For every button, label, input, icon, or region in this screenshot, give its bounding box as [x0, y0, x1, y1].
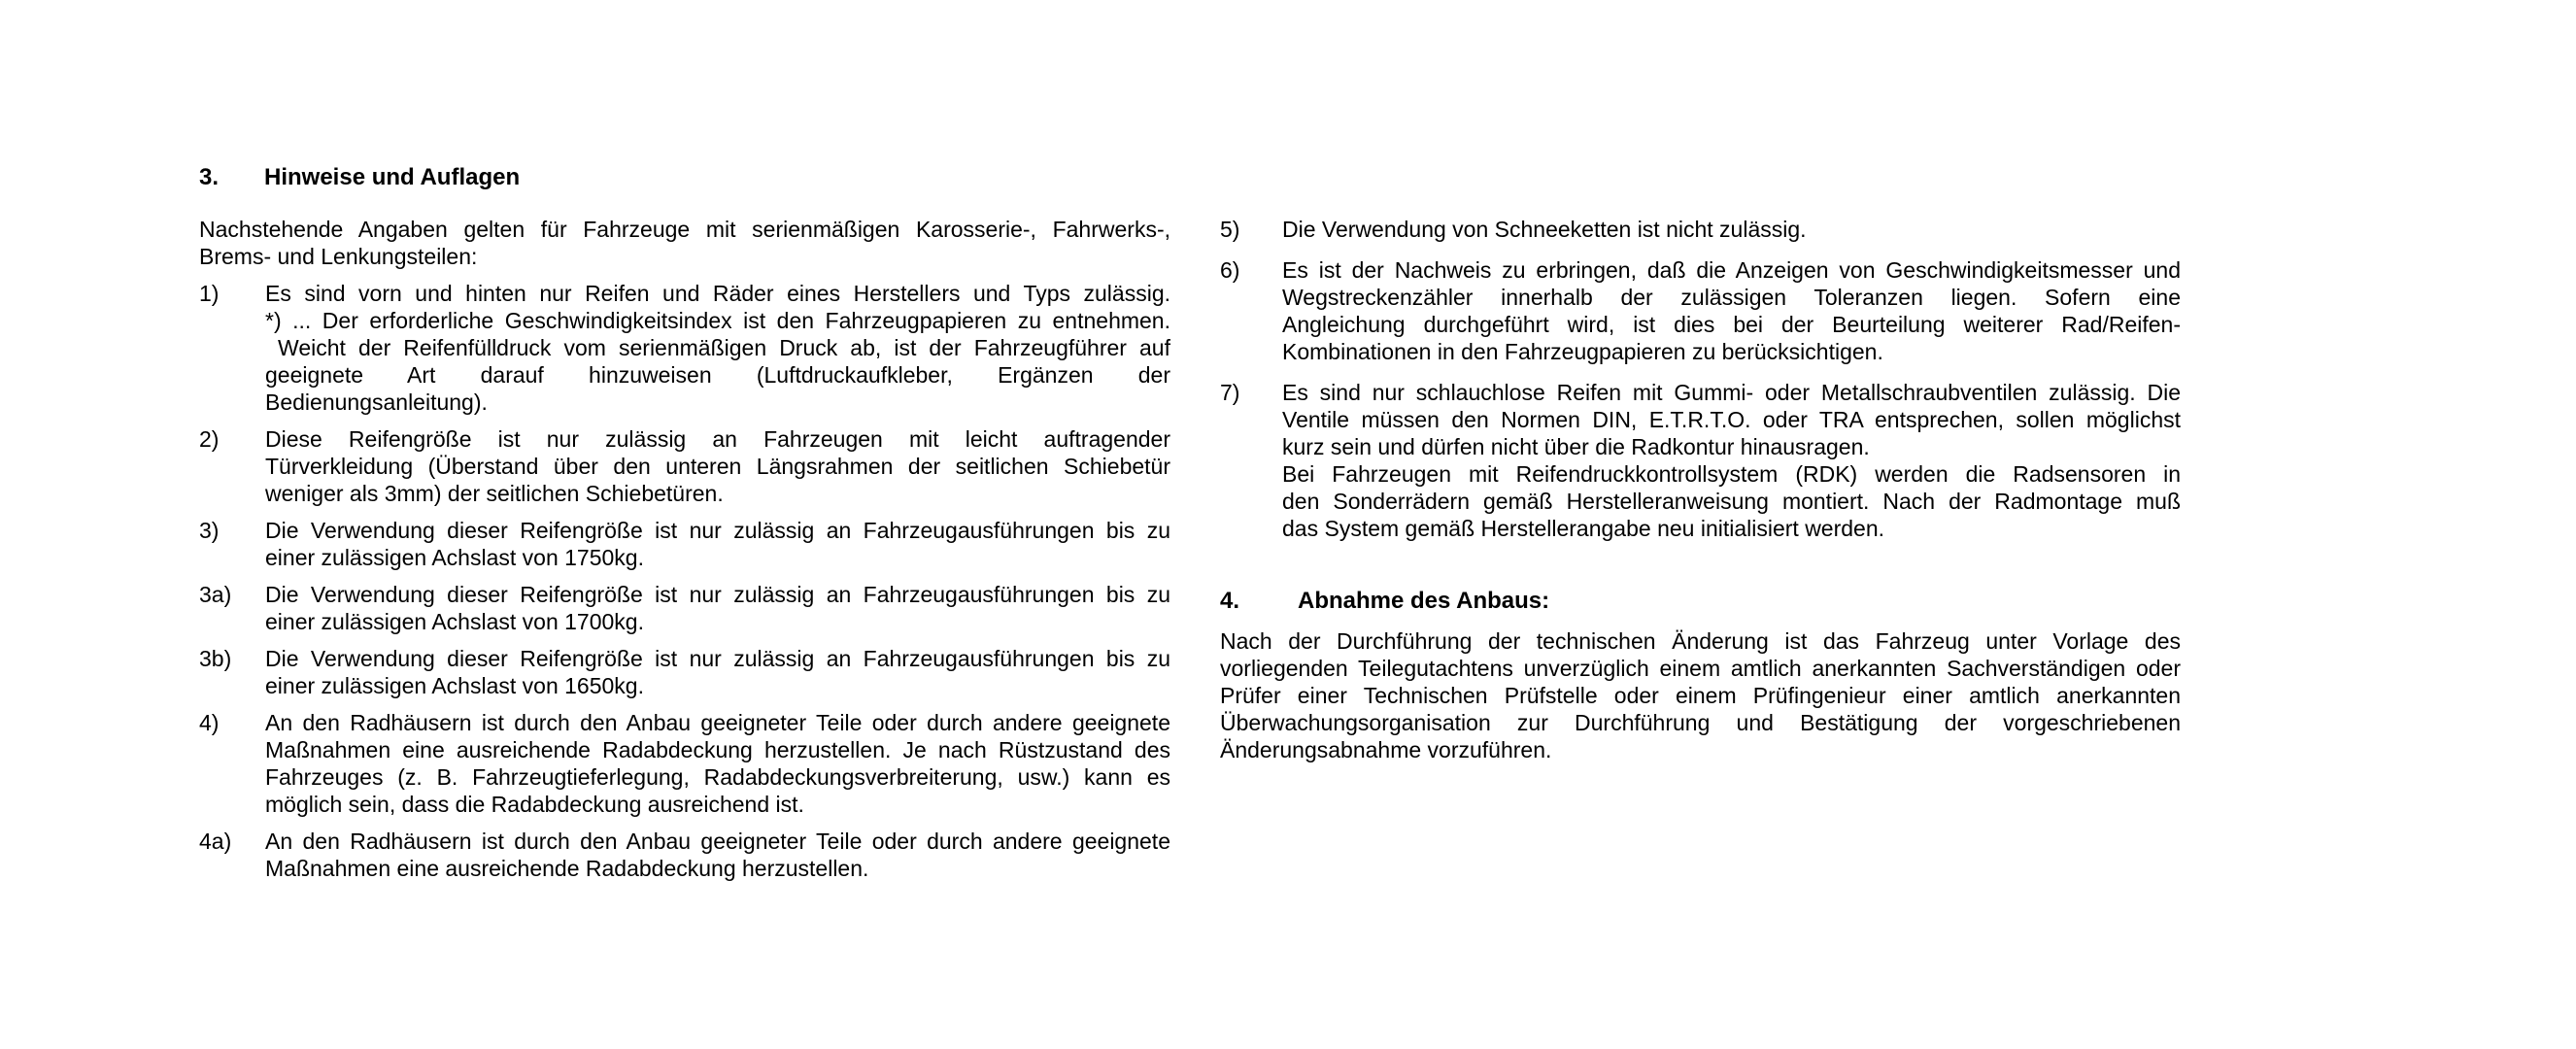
- text-line: Bei Fahrzeugen mit Reifendruckkontrollsystem (RDK) werden die Radsensoren in: [1282, 461, 2181, 487]
- text-line: Die Verwendung von Schneeketten ist nicht zulässig.: [1282, 217, 1807, 242]
- section-3-number: 3.: [199, 164, 220, 190]
- text-line: Kombinationen in den Fahrzeugpapieren zu berücksichtigen.: [1282, 339, 1883, 364]
- text-line: Die Verwendung dieser Reifengröße ist nur zulässig an Fahrzeugausführungen bis zu: [265, 518, 1170, 543]
- text-line: Änderungsabnahme vorzuführen.: [1220, 737, 1552, 762]
- text-line: Türverkleidung (Überstand über den unteren Längsrahmen der seitlichen Schiebetür: [265, 454, 1170, 479]
- text-line: An den Radhäusern ist durch den Anbau geeigneter Teile oder durch andere geeignete: [265, 829, 1170, 854]
- left-item-list: [199, 280, 1170, 882]
- item-number: 1): [199, 281, 220, 306]
- list-item: [1220, 216, 2181, 243]
- closing-paragraph: [1220, 627, 2181, 763]
- item-number: 6): [1220, 257, 1240, 283]
- text-line: Brems- und Lenkungsteilen:: [199, 244, 478, 269]
- text-line: *) ... Der erforderliche Geschwindigkeitsindex ist den Fahrzeugpapieren zu entnehmen.: [265, 308, 1170, 333]
- right-column: [1220, 216, 2181, 773]
- list-item: [1220, 379, 2181, 542]
- text-line: kurz sein und dürfen nicht über die Radkontur hinausragen.: [1282, 434, 1870, 459]
- list-item: [199, 828, 1170, 882]
- item-number: 4): [199, 710, 220, 735]
- section-3-heading: [199, 163, 1170, 192]
- text-line: Angleichung durchgeführt wird, ist dies bei der Beurteilung weiterer Rad/Reifen-: [1282, 312, 2181, 337]
- item-text: [1282, 256, 2181, 365]
- text-line: weniger als 3mm) der seitlichen Schiebetüren.: [265, 481, 724, 506]
- item-number: 3a): [199, 582, 232, 607]
- list-item: [199, 709, 1170, 818]
- list-item: [199, 517, 1170, 571]
- item-number: 2): [199, 426, 220, 452]
- list-item: [199, 425, 1170, 507]
- list-item: [1220, 256, 2181, 365]
- item-text: [265, 709, 1170, 818]
- intro-paragraph: [199, 216, 1170, 270]
- text-line: Bedienungsanleitung).: [265, 389, 488, 415]
- section-4-title: Abnahme des Anbaus:: [1298, 588, 1550, 614]
- text-line: Es sind vorn und hinten nur Reifen und Räder eines Herstellers und Typs zulässig.: [265, 281, 1170, 306]
- text-line: einer zulässigen Achslast von 1750kg.: [265, 545, 644, 570]
- right-item-list: [1220, 216, 2181, 542]
- list-item: [199, 645, 1170, 699]
- text-line: Es ist der Nachweis zu erbringen, daß die Anzeigen von Geschwindigkeitsmesser und: [1282, 257, 2181, 283]
- text-line: Die Verwendung dieser Reifengröße ist nur zulässig an Fahrzeugausführungen bis zu: [265, 582, 1170, 607]
- text-line: Diese Reifengröße ist nur zulässig an Fahrzeugen mit leicht auftragender: [265, 426, 1170, 452]
- section-4-number: 4.: [1220, 588, 1240, 614]
- list-item: [199, 581, 1170, 635]
- item-text: [1282, 379, 2181, 542]
- text-line: geeignete Art darauf hinzuweisen (Luftdruckaufkleber, Ergänzen der: [265, 362, 1170, 388]
- text-line: Die Verwendung dieser Reifengröße ist nur zulässig an Fahrzeugausführungen bis zu: [265, 646, 1170, 671]
- text-line: vorliegenden Teilegutachtens unverzüglich einem amtlich anerkannten Sachverständigen oder: [1220, 656, 2181, 681]
- text-line: das System gemäß Herstellerangabe neu initialisiert werden.: [1282, 516, 1885, 541]
- item-number: 3): [199, 518, 220, 543]
- text-line: Prüfer einer Technischen Prüfstelle oder einem Prüfingenieur einer amtlich anerkannten: [1220, 683, 2181, 708]
- item-text: [265, 280, 1170, 416]
- text-line: Fahrzeuges (z. B. Fahrzeugtieferlegung, Radabdeckungsverbreiterung, usw.) kann es: [265, 764, 1170, 790]
- list-item: [199, 280, 1170, 416]
- item-number: 7): [1220, 380, 1240, 405]
- item-text: [1282, 216, 2181, 243]
- item-text: [265, 425, 1170, 507]
- text-line: einer zulässigen Achslast von 1650kg.: [265, 673, 644, 698]
- item-text: [265, 517, 1170, 571]
- text-line: An den Radhäusern ist durch den Anbau geeigneter Teile oder durch andere geeignete: [265, 710, 1170, 735]
- text-line: möglich sein, dass die Radabdeckung ausreichend ist.: [265, 792, 804, 817]
- item-number: 3b): [199, 646, 232, 671]
- text-line: Maßnahmen eine ausreichende Radabdeckung herzustellen.: [265, 856, 869, 881]
- item-number: 5): [1220, 217, 1240, 242]
- item-number: 4a): [199, 829, 232, 854]
- section-3-title: Hinweise und Auflagen: [264, 164, 521, 190]
- item-text: [265, 828, 1170, 882]
- item-text: [265, 645, 1170, 699]
- text-line: Maßnahmen eine ausreichende Radabdeckung herzustellen. Je nach Rüstzustand des: [265, 737, 1170, 762]
- section-4-heading: [1220, 587, 2181, 616]
- text-line: Nachstehende Angaben gelten für Fahrzeuge mit serienmäßigen Karosserie-, Fahrwerks-,: [199, 217, 1170, 242]
- text-line: Es sind nur schlauchlose Reifen mit Gummi- oder Metallschraubventilen zulässig. Die: [1282, 380, 2181, 405]
- text-line: den Sonderrädern gemäß Herstelleranweisung montiert. Nach der Radmontage muß: [1282, 489, 2181, 514]
- left-column: [199, 163, 1170, 892]
- item-text: [265, 581, 1170, 635]
- text-line: Wegstreckenzähler innerhalb der zulässigen Toleranzen liegen. Sofern eine: [1282, 285, 2181, 310]
- text-line: Überwachungsorganisation zur Durchführung und Bestätigung der vorgeschriebenen: [1220, 710, 2181, 735]
- text-line: einer zulässigen Achslast von 1700kg.: [265, 609, 644, 634]
- text-line: Nach der Durchführung der technischen Änderung ist das Fahrzeug unter Vorlage des: [1220, 628, 2181, 654]
- text-line: Ventile müssen den Normen DIN, E.T.R.T.O. oder TRA entsprechen, sollen möglichst: [1282, 407, 2181, 432]
- text-line: Weicht der Reifenfülldruck vom serienmäßigen Druck ab, ist der Fahrzeugführer auf: [265, 335, 1170, 360]
